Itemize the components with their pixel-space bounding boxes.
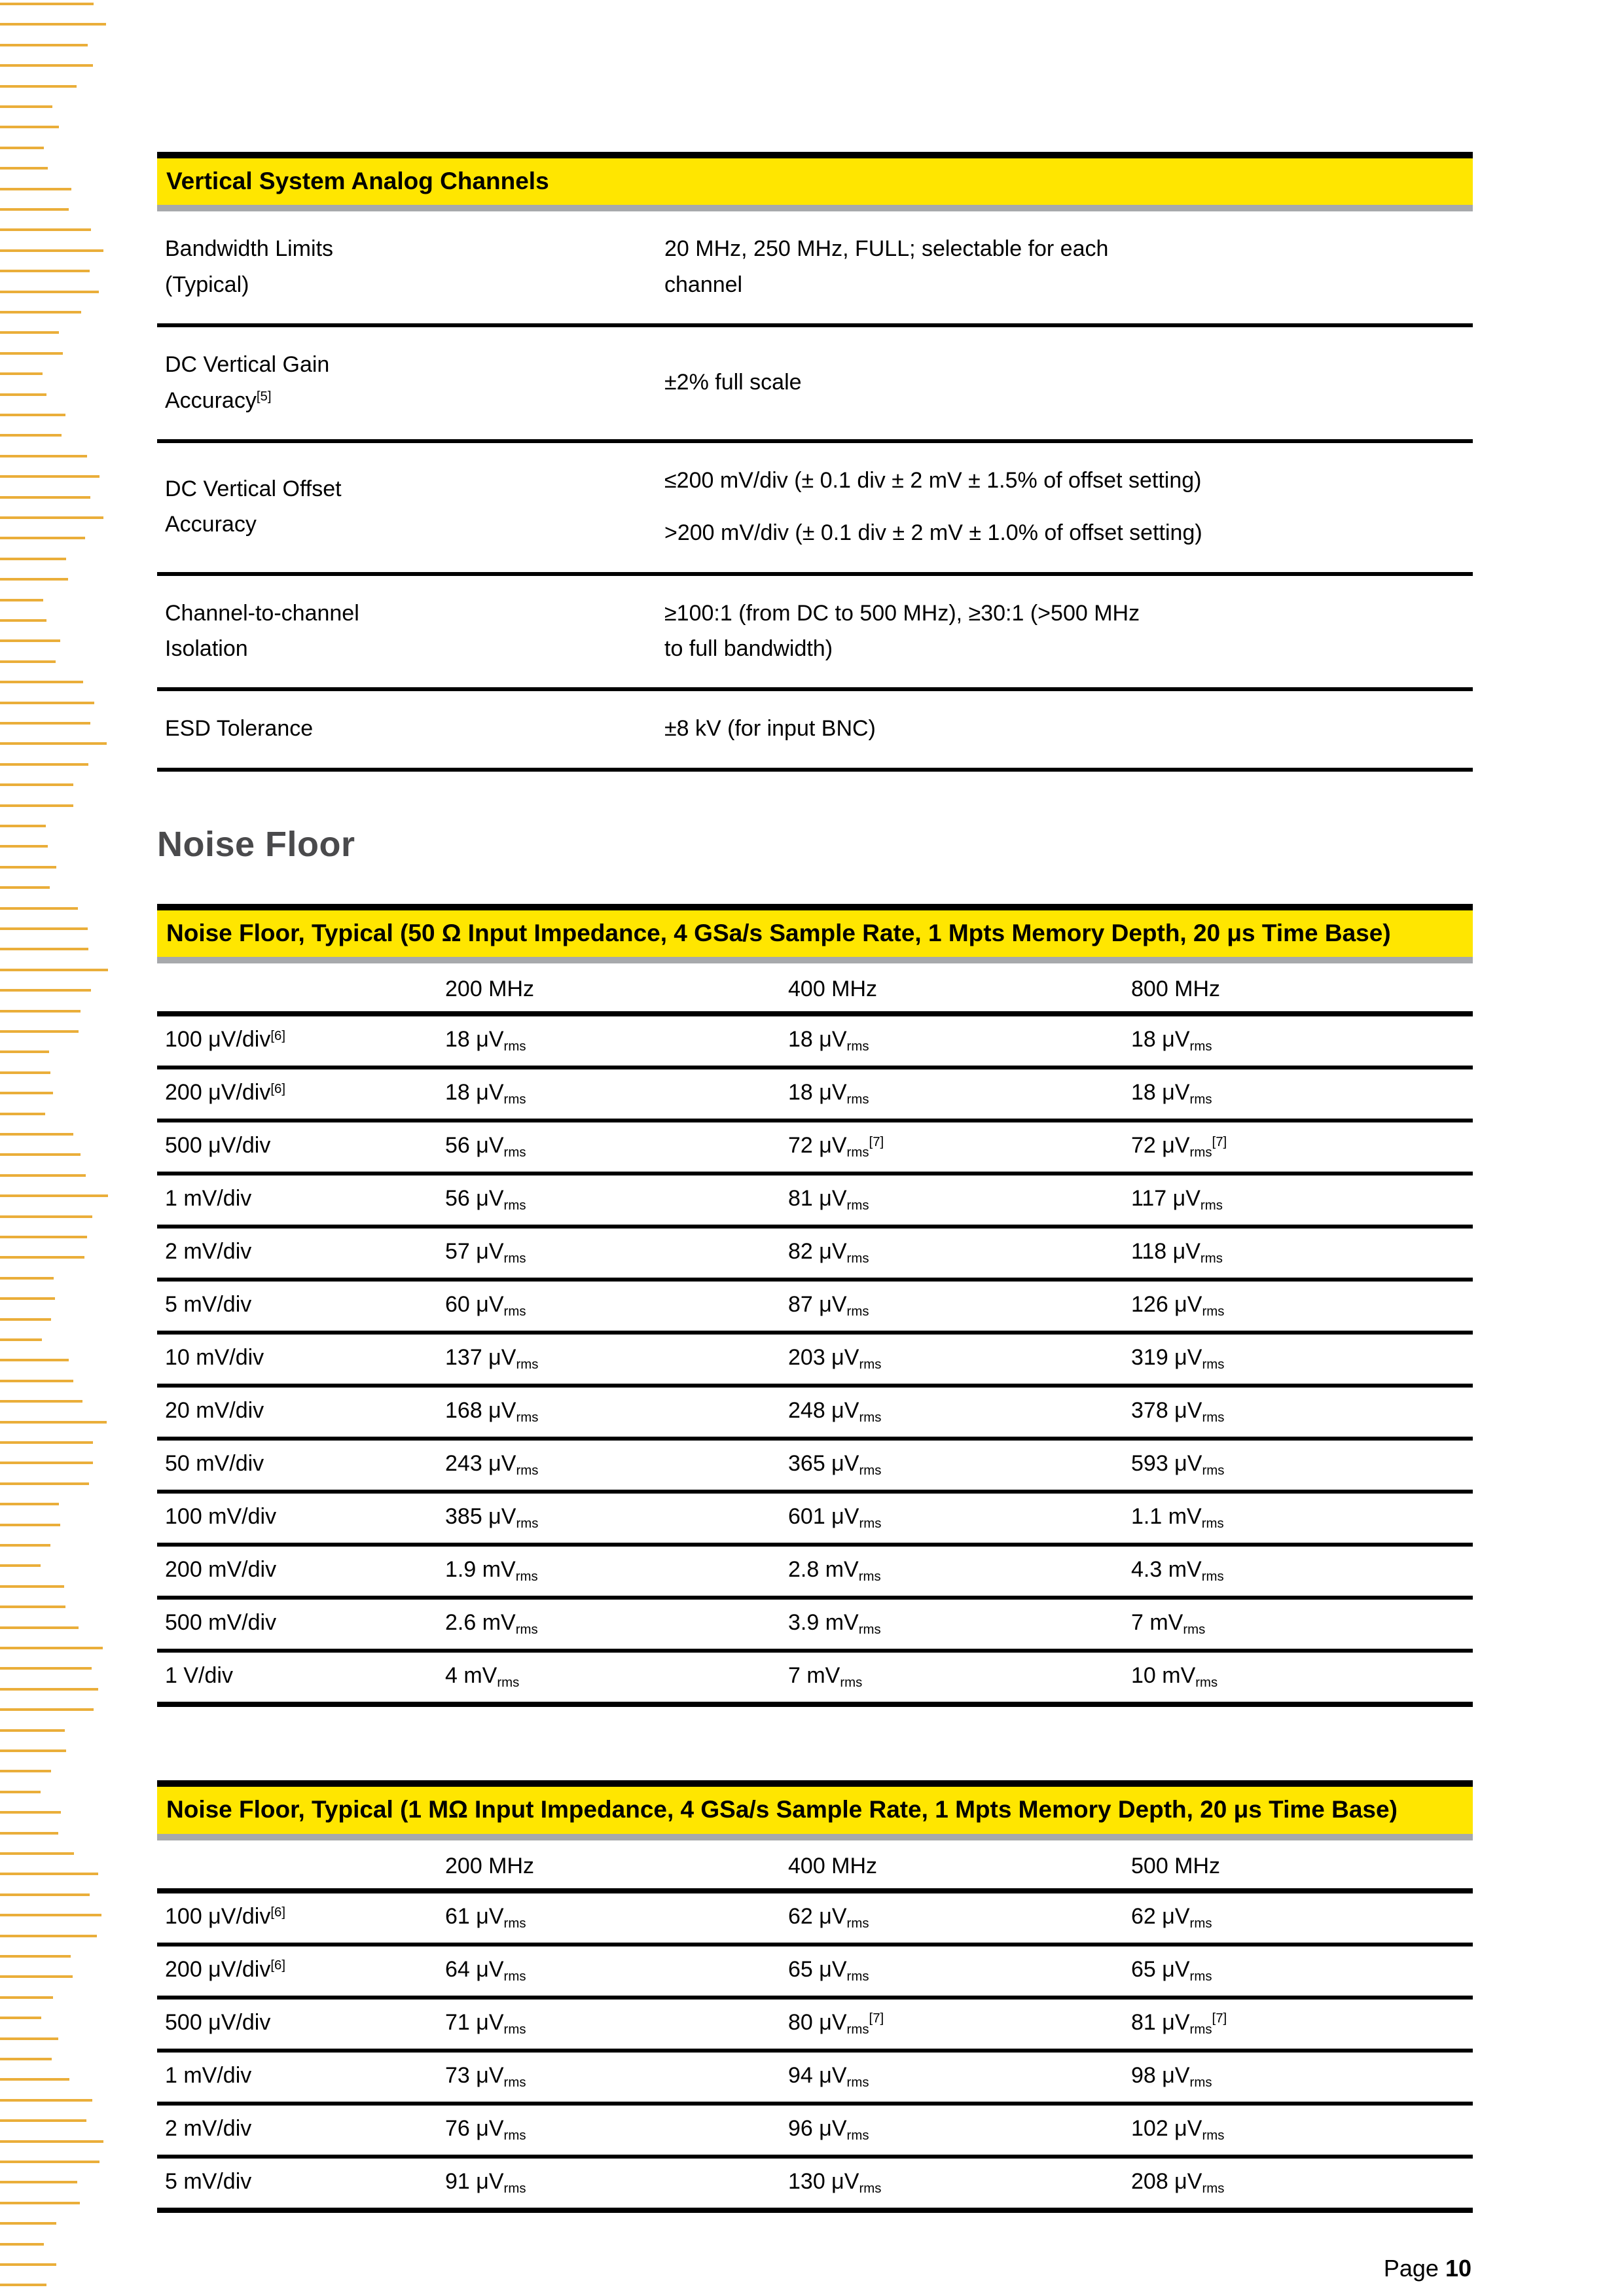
edge-tick [0,1585,64,1588]
noise-row [157,1014,1473,1067]
edge-tick [0,208,69,211]
edge-tick [0,845,48,848]
edge-tick [0,2140,103,2143]
spec-label: DC Vertical Offset Accuracy [157,441,664,574]
edge-tick [0,414,65,416]
vdiv-label: 100 μV/div[6] [165,1027,286,1052]
noise-value: 18 $\mu V_{rms}$ [1131,1067,1473,1121]
edge-tick [0,1010,81,1013]
edge-tick [0,866,56,869]
edge-tick [0,1832,58,1835]
column-header: 200 MHz [445,1837,788,1891]
noise-value: 91 $\mu V_{rms}$ [445,2157,788,2210]
noise-value: 130 $\mu V_{rms}$ [788,2157,1131,2210]
noise-value: 117 $\mu V_{rms}$ [1131,1174,1473,1227]
noise-value: 72 $\mu V_{rms}[7]$ [788,1121,1131,1174]
column-header: 800 MHz [1131,960,1473,1014]
noise-value: 18 $\mu V_{rms}$ [788,1067,1131,1121]
noise-value: 3.9 $mV_{rms}$ [788,1598,1131,1651]
edge-tick [0,537,85,539]
noise-value: 137 $\mu V_{rms}$ [445,1333,788,1386]
edge-tick [0,291,99,293]
edge-tick [0,1749,66,1752]
edge-tick [0,1605,65,1608]
noise-value: 80 $\mu V_{rms}[7]$ [788,1998,1131,2051]
noise-value: 4.3 $mV_{rms}$ [1131,1545,1473,1598]
spec-value: ±2% full scale [664,325,1473,441]
noise-value: 72 $\mu V_{rms}[7]$ [1131,1121,1473,1174]
noise-value: 73 $\mu V_{rms}$ [445,2051,788,2104]
edge-tick [0,558,66,560]
noise-row [157,1439,1473,1492]
vdiv-label: 2 mV/div [157,1227,445,1280]
edge-tick [0,578,68,581]
vdiv-label: 2 mV/div [157,2104,445,2157]
edge-tick [0,1215,92,1218]
noise-value: 319 $\mu V_{rms}$ [1131,1333,1473,1386]
edge-tick [0,2058,52,2060]
noise-value: 18 $\mu V_{rms}$ [1131,1027,1212,1054]
noise-value: 365 $\mu V_{rms}$ [788,1439,1131,1492]
edge-tick [0,1688,98,1691]
edge-tick [0,2243,44,2246]
edge-tick [0,1955,71,1958]
noise-value: 98 $\mu V_{rms}$ [1131,2051,1473,2104]
edge-tick [0,393,46,396]
column-header: 500 MHz [1131,1837,1473,1891]
noise-row [157,1651,1473,1704]
edge-tick [0,1277,54,1280]
edge-tick [0,1770,51,1772]
edge-tick [0,1893,90,1896]
noise-row [157,1598,1473,1651]
column-header: 400 MHz [788,960,1131,1014]
noise-row [157,1227,1473,1280]
noise-value: 203 $\mu V_{rms}$ [788,1333,1131,1386]
noise-value: 385 $\mu V_{rms}$ [445,1492,788,1545]
noise-value: 64 $\mu V_{rms}$ [445,1945,788,1998]
edge-tick [0,2078,69,2081]
edge-tick [0,1544,50,1547]
noise-value: 62 $\mu V_{rms}$ [788,1903,869,1931]
edge-tick [0,2017,41,2019]
edge-tick [0,1975,73,1978]
edge-tick [0,1071,50,1074]
noise-value: 94 $\mu V_{rms}$ [788,2051,1131,2104]
edge-tick [0,331,59,334]
edge-tick [0,2263,56,2266]
vdiv-label: 5 mV/div [157,2157,445,2210]
noise-value: 61 $\mu V_{rms}$ [445,1903,526,1931]
noise-value: 87 $\mu V_{rms}$ [788,1280,1131,1333]
noise-row [157,1386,1473,1439]
noise-value: 601 $\mu V_{rms}$ [788,1492,1131,1545]
spec-table-title: Vertical System Analog Channels [157,155,1473,208]
noise-value: 56 $\mu V_{rms}$ [445,1174,788,1227]
edge-tick [0,2037,58,2040]
edge-tick [0,969,108,971]
edge-tick [0,1050,49,1053]
noise-row [157,1891,1473,1945]
edge-tick [0,2099,92,2102]
edge-tick [0,1626,79,1629]
spec-row [157,441,1473,574]
vdiv-label: 1 mV/div [157,1174,445,1227]
vdiv-label: 10 mV/div [157,1333,445,1386]
edge-tick [0,1092,53,1094]
edge-tick [0,639,60,642]
noise-value: 10 $mV_{rms}$ [1131,1651,1473,1704]
noise-row [157,1945,1473,1998]
edge-tick [0,1524,60,1526]
page-footer [157,2255,1473,2282]
vdiv-label: 500 mV/div [157,1598,445,1651]
noise-value: 4 $mV_{rms}$ [445,1651,788,1704]
edge-tick [0,23,106,26]
edge-tick [0,722,90,725]
noise-floor-table-50ohm [157,904,1473,1707]
noise-value: 248 $\mu V_{rms}$ [788,1386,1131,1439]
noise-value: 65 $\mu V_{rms}$ [788,1945,1131,1998]
edge-tick [0,948,88,950]
spec-row [157,689,1473,769]
footer-page-number: 10 [1445,2254,1471,2282]
edge-tick [0,886,50,889]
vdiv-label: 100 μV/div[6] [165,1903,286,1929]
footer-label: Page [1383,2254,1439,2282]
noise-row [157,1998,1473,2051]
vdiv-label: 500 μV/div [157,1998,445,2051]
edge-tick [0,1380,73,1382]
noise-value: 18 $\mu V_{rms}$ [445,1027,526,1054]
edge-tick [0,85,77,88]
edge-tick [0,270,90,272]
spec-row [157,574,1473,690]
edge-tick [0,1359,69,1361]
noise-value: 76 $\mu V_{rms}$ [445,2104,788,2157]
edge-tick [0,1421,107,1424]
noise-value: 126 $\mu V_{rms}$ [1131,1280,1473,1333]
edge-tick [0,619,46,622]
edge-tick [0,228,91,231]
noise-value: 65 $\mu V_{rms}$ [1131,1945,1473,1998]
edge-tick [0,1256,84,1259]
vdiv-label: 1 V/div [157,1651,445,1704]
spec-value: ±8 kV (for input BNC) [664,689,1473,769]
noise-table-title: Noise Floor, Typical (1 MΩ Input Impedance, 4 GSa/s Sample Rate, 1 Mpts Memory Depth, 20 μs Time Base) [157,1784,1473,1837]
noise-value: 56 $\mu V_{rms}$ [445,1121,788,1174]
noise-value: 243 $\mu V_{rms}$ [445,1439,788,1492]
noise-value: 82 $\mu V_{rms}$ [788,1227,1131,1280]
spec-label: Bandwidth Limits (Typical) [165,236,334,297]
edge-tick [0,455,87,457]
column-header: 200 MHz [445,960,788,1014]
noise-value: 1.1 $mV_{rms}$ [1131,1492,1473,1545]
edge-tick [0,372,43,375]
edge-tick [0,1318,51,1321]
noise-value: 378 $\mu V_{rms}$ [1131,1386,1473,1439]
edge-tick [0,660,56,663]
edge-tick [0,927,88,930]
spec-value: ≥100:1 (from DC to 500 MHz), ≥30:1 (>500 MHz to full bandwidth) [664,574,1473,690]
noise-value: 60 $\mu V_{rms}$ [445,1280,788,1333]
edge-tick [0,352,63,355]
spec-value: 20 MHz, 250 MHz, FULL; selectable for each channel [664,236,1109,297]
noise-value: 96 $\mu V_{rms}$ [788,2104,1131,2157]
edge-tick [0,2161,99,2163]
noise-value: 2.8 $mV_{rms}$ [788,1545,1131,1598]
column-header-empty [157,1837,445,1891]
edge-tick [0,804,73,807]
noise-row [157,2051,1473,2104]
edge-tick [0,2202,80,2204]
edge-tick [0,2222,56,2225]
noise-value: 18 $\mu V_{rms}$ [788,1027,869,1054]
noise-value: 1.9 $mV_{rms}$ [445,1545,788,1598]
edge-tick [0,1236,87,1238]
noise-row [157,1545,1473,1598]
edge-tick [0,1935,97,1937]
edge-tick [0,1462,93,1464]
noise-value: 71 $\mu V_{rms}$ [445,1998,788,2051]
column-header-empty [157,960,445,1014]
edge-tick [0,1338,42,1341]
spec-label: ESD Tolerance [157,689,664,769]
vdiv-label: 50 mV/div [157,1439,445,1492]
vertical-system-spec-table [157,152,1473,772]
edge-tick [0,1791,41,1793]
edge-tick [0,1708,94,1711]
edge-tick [0,1297,55,1300]
noise-value: 168 $\mu V_{rms}$ [445,1386,788,1439]
noise-value: 118 $\mu V_{rms}$ [1131,1227,1473,1280]
noise-value: 208 $\mu V_{rms}$ [1131,2157,1473,2210]
spec-row [157,208,1473,325]
noise-value: 81 $\mu V_{rms}$ [788,1174,1131,1227]
edge-tick [0,681,83,683]
vdiv-label: 5 mV/div [157,1280,445,1333]
edge-tick [0,702,94,704]
vdiv-label: 1 mV/div [157,2051,445,2104]
spec-value-line: ≤200 mV/div (± 0.1 div ± 2 mV ± 1.5% of offset setting) [664,467,1202,493]
edge-tick [0,1873,98,1875]
spec-label: DC Vertical Gain Accuracy[5] [157,325,664,441]
noise-value: 62 $\mu V_{rms}$ [1131,1903,1212,1931]
edge-tick [0,1194,108,1197]
edge-tick [0,188,71,190]
edge-tick [0,1030,79,1033]
edge-tick [0,1564,41,1567]
spec-label: Channel-to-channel Isolation [157,574,664,690]
vdiv-label: 500 μV/div [157,1121,445,1174]
edge-tick [0,1647,103,1649]
edge-tick [0,126,59,128]
noise-row [157,1174,1473,1227]
edge-tick [0,763,88,766]
vdiv-label: 200 mV/div [157,1545,445,1598]
noise-value: 57 $\mu V_{rms}$ [445,1227,788,1280]
edge-tick [0,1400,82,1403]
edge-tick [0,44,88,46]
vdiv-label: 200 μV/div[6] [157,1067,445,1121]
edge-tick [0,989,91,992]
noise-row [157,2157,1473,2210]
spec-value [664,441,1473,574]
page-content [157,152,1473,2282]
noise-row [157,1067,1473,1121]
noise-value: 81 $\mu V_{rms}[7]$ [1131,1998,1473,2051]
edge-tick [0,1729,65,1732]
edge-tick [0,1482,89,1485]
vdiv-label: 100 mV/div [157,1492,445,1545]
noise-row [157,1121,1473,1174]
edge-tick [0,1811,61,1814]
noise-value: 2.6 $mV_{rms}$ [445,1598,788,1651]
spec-row [157,325,1473,441]
edge-tick [0,64,93,67]
noise-row [157,2104,1473,2157]
vdiv-label: 20 mV/div [157,1386,445,1439]
edge-tick [0,742,107,745]
edge-tick [0,1667,92,1670]
edge-tick [0,1153,81,1156]
edge-tick [0,599,43,601]
edge-tick [0,1174,86,1177]
edge-tick [0,147,44,149]
spec-value-line: >200 mV/div (± 0.1 div ± 2 mV ± 1.0% of offset setting) [664,520,1202,546]
edge-tick [0,249,103,252]
edge-tick [0,434,62,437]
noise-table-title: Noise Floor, Typical (50 Ω Input Impedance, 4 GSa/s Sample Rate, 1 Mpts Memory Depth, 20 μs Time Base) [157,907,1473,960]
noise-value: 102 $\mu V_{rms}$ [1131,2104,1473,2157]
edge-tick [0,1133,73,1136]
noise-value: 18 $\mu V_{rms}$ [445,1067,788,1121]
section-heading: Noise Floor [157,824,355,864]
edge-tick [0,496,90,499]
edge-tick [0,2181,77,2183]
noise-row [157,1492,1473,1545]
edge-tick [0,825,46,827]
edge-tick [0,1113,45,1115]
noise-row [157,1333,1473,1386]
noise-value: 593 $\mu V_{rms}$ [1131,1439,1473,1492]
edge-tick [0,1503,59,1505]
edge-tick [0,907,78,910]
edge-tick [0,167,48,170]
edge-tick [0,2119,86,2122]
noise-floor-table-1mohm [157,1780,1473,2212]
edge-tick [0,1996,53,1999]
edge-tick [0,311,81,314]
edge-tick [0,2284,46,2286]
edge-tick [0,105,52,108]
edge-tick [0,3,94,5]
edge-tick [0,783,73,786]
vdiv-label: 200 μV/div[6] [157,1945,445,1998]
edge-tick [0,516,103,519]
edge-tick [0,1852,74,1855]
noise-row [157,1280,1473,1333]
edge-tick [0,1441,93,1444]
edge-tick [0,475,99,478]
edge-tick [0,1914,101,1916]
noise-value: 7 $mV_{rms}$ [788,1651,1131,1704]
column-header: 400 MHz [788,1837,1131,1891]
noise-value: 7 $mV_{rms}$ [1131,1598,1473,1651]
